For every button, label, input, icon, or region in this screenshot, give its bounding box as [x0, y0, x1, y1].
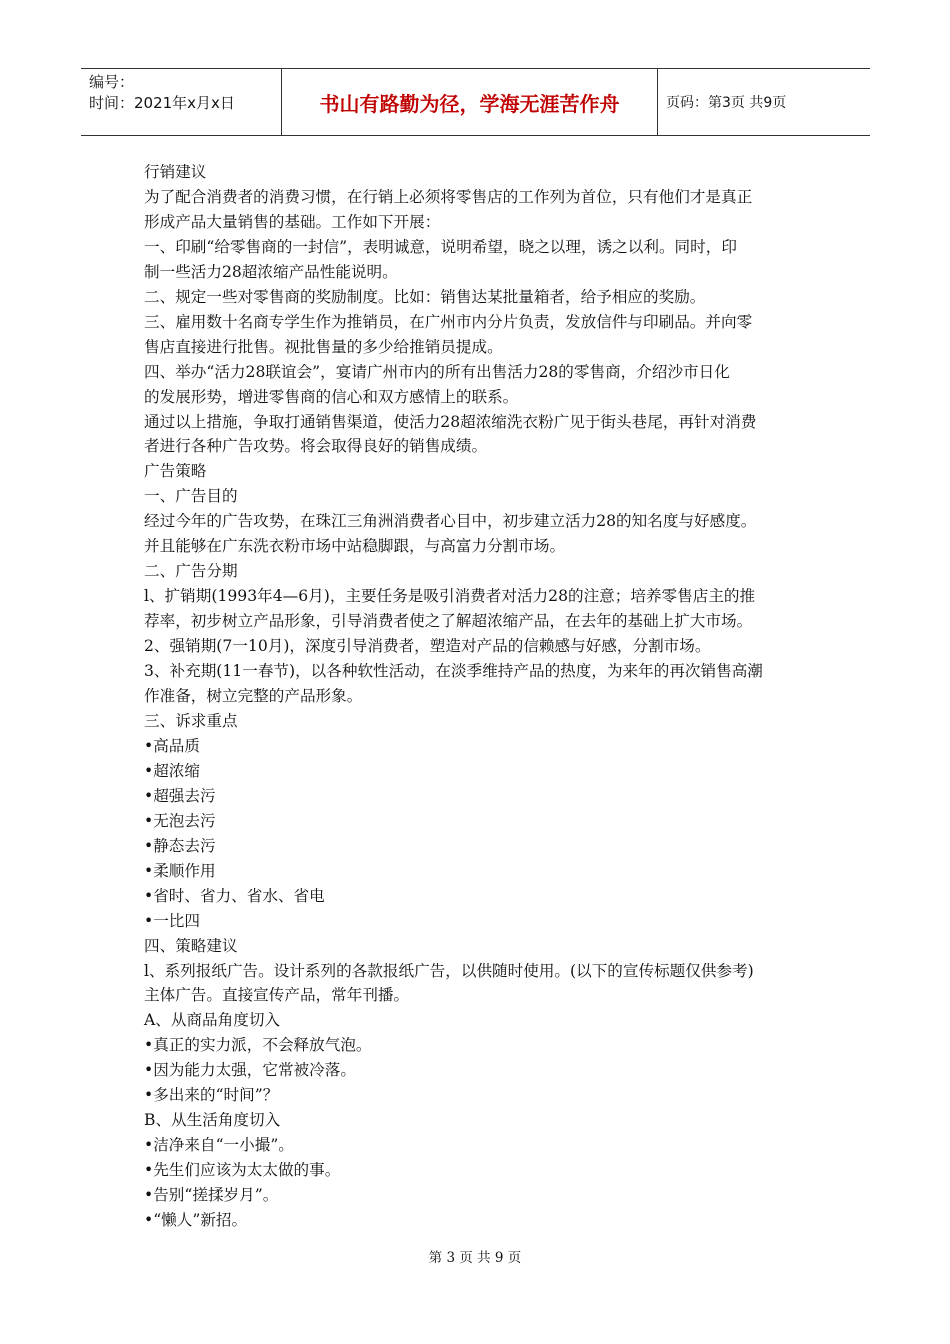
text-line: 并且能够在广东洗衣粉市场中站稳脚跟，与高富力分割市场。 [144, 537, 566, 556]
text-line: 通过以上措施，争取打通销售渠道，使活力28超浓缩洗衣粉广见于街头巷尾，再针对消费 [144, 412, 757, 431]
document-body [144, 160, 808, 1233]
text-line: 为了配合消费者的消费习惯，在行销上必须将零售店的工作列为首位，只有他们才是真正 [144, 187, 753, 206]
text-line: •洁净来自“一小撮”。 [144, 1136, 294, 1155]
text-line: 四、策略建议 [144, 936, 238, 955]
text-line: B、从生活角度切入 [144, 1111, 281, 1130]
text-line: 制一些活力28超浓缩产品性能说明。 [144, 262, 398, 281]
text-line: •一比四 [144, 911, 200, 930]
text-line: l、扩销期(1993年4—6月)，主要任务是吸引消费者对活力28的注意；培养零售店主的推 [144, 587, 756, 606]
text-line: •无泡去污 [144, 811, 216, 830]
text-line: •超浓缩 [144, 761, 200, 780]
text-line: 广告策略 [144, 462, 207, 481]
text-line: 三、雇用数十名商专学生作为推销员，在广州市内分片负责，发放信件与印刷品。并向零 [144, 312, 753, 331]
text-line: l、系列报纸广告。设计系列的各款报纸广告，以供随时使用。(以下的宣传标题仅供参考) [144, 961, 754, 980]
text-line: 三、诉求重点 [144, 711, 238, 730]
text-line: •因为能力太强，它常被冷落。 [144, 1061, 356, 1080]
header-page-number: 页码：第3页 共9页 [666, 95, 787, 111]
text-line: •静态去污 [144, 836, 216, 855]
text-line: •先生们应该为太太做的事。 [144, 1161, 341, 1180]
header-motto: 书山有路勤为径，学海无涯苦作舟 [282, 69, 658, 135]
text-line: 3、补充期(11一春节)，以各种软性活动，在淡季维持产品的热度，为来年的再次销售高潮 [144, 662, 763, 681]
text-line: •告别“搓揉岁月”。 [144, 1186, 279, 1205]
text-line: 作准备，树立完整的产品形象。 [144, 687, 363, 706]
text-line: •真正的实力派，不会释放气泡。 [144, 1036, 372, 1055]
text-line: 售店直接进行批售。视批售量的多少给推销员提成。 [144, 337, 503, 356]
header-meta [81, 69, 282, 135]
text-line: 2、强销期(7一10月)，深度引导消费者，塑造对产品的信赖感与好感，分割市场。 [144, 637, 711, 656]
text-line: 者进行各种广告攻势。将会取得良好的销售成绩。 [144, 437, 488, 456]
code-label: 编号： [89, 73, 135, 91]
text-line: 荐率，初步树立产品形象，引导消费者使之了解超浓缩产品，在去年的基础上扩大市场。 [144, 612, 753, 631]
text-line: 行销建议 [144, 163, 207, 181]
page-header [81, 68, 870, 136]
text-line: A、从商品角度切入 [144, 1011, 281, 1030]
text-line: 二、规定一些对零售商的奖励制度。比如：销售达某批量箱者，给予相应的奖励。 [144, 287, 706, 306]
text-line: 形成产品大量销售的基础。工作如下开展： [144, 212, 441, 231]
text-line: 一、广告目的 [144, 487, 238, 506]
text-line: 经过今年的广告攻势，在珠江三角洲消费者心目中，初步建立活力28的知名度与好感度。 [144, 512, 757, 531]
text-line: •柔顺作用 [144, 861, 216, 880]
page-footer: 第 3 页 共 9 页 [428, 1250, 522, 1266]
text-line: •多出来的“时间”？ [144, 1086, 279, 1105]
time-label: 时间：2021年x月x日 [89, 94, 235, 112]
text-line: 一、印刷“给零售商的一封信”，表明诚意，说明希望，晓之以理，诱之以利。同时，印 [144, 237, 737, 256]
text-line: •超强去污 [144, 786, 216, 805]
text-line: 四、举办“活力28联谊会”，宴请广州市内的所有出售活力28的零售商，介绍沙市日化 [144, 362, 730, 381]
text-line: 二、广告分期 [144, 562, 238, 581]
text-line: 主体广告。直接宣传产品，常年刊播。 [144, 986, 410, 1005]
text-line: 的发展形势，增进零售商的信心和双方感情上的联系。 [144, 387, 519, 406]
text-line: •高品质 [144, 736, 200, 755]
text-line: •省时、省力、省水、省电 [144, 886, 325, 905]
text-line: •“懒人”新招。 [144, 1211, 248, 1230]
